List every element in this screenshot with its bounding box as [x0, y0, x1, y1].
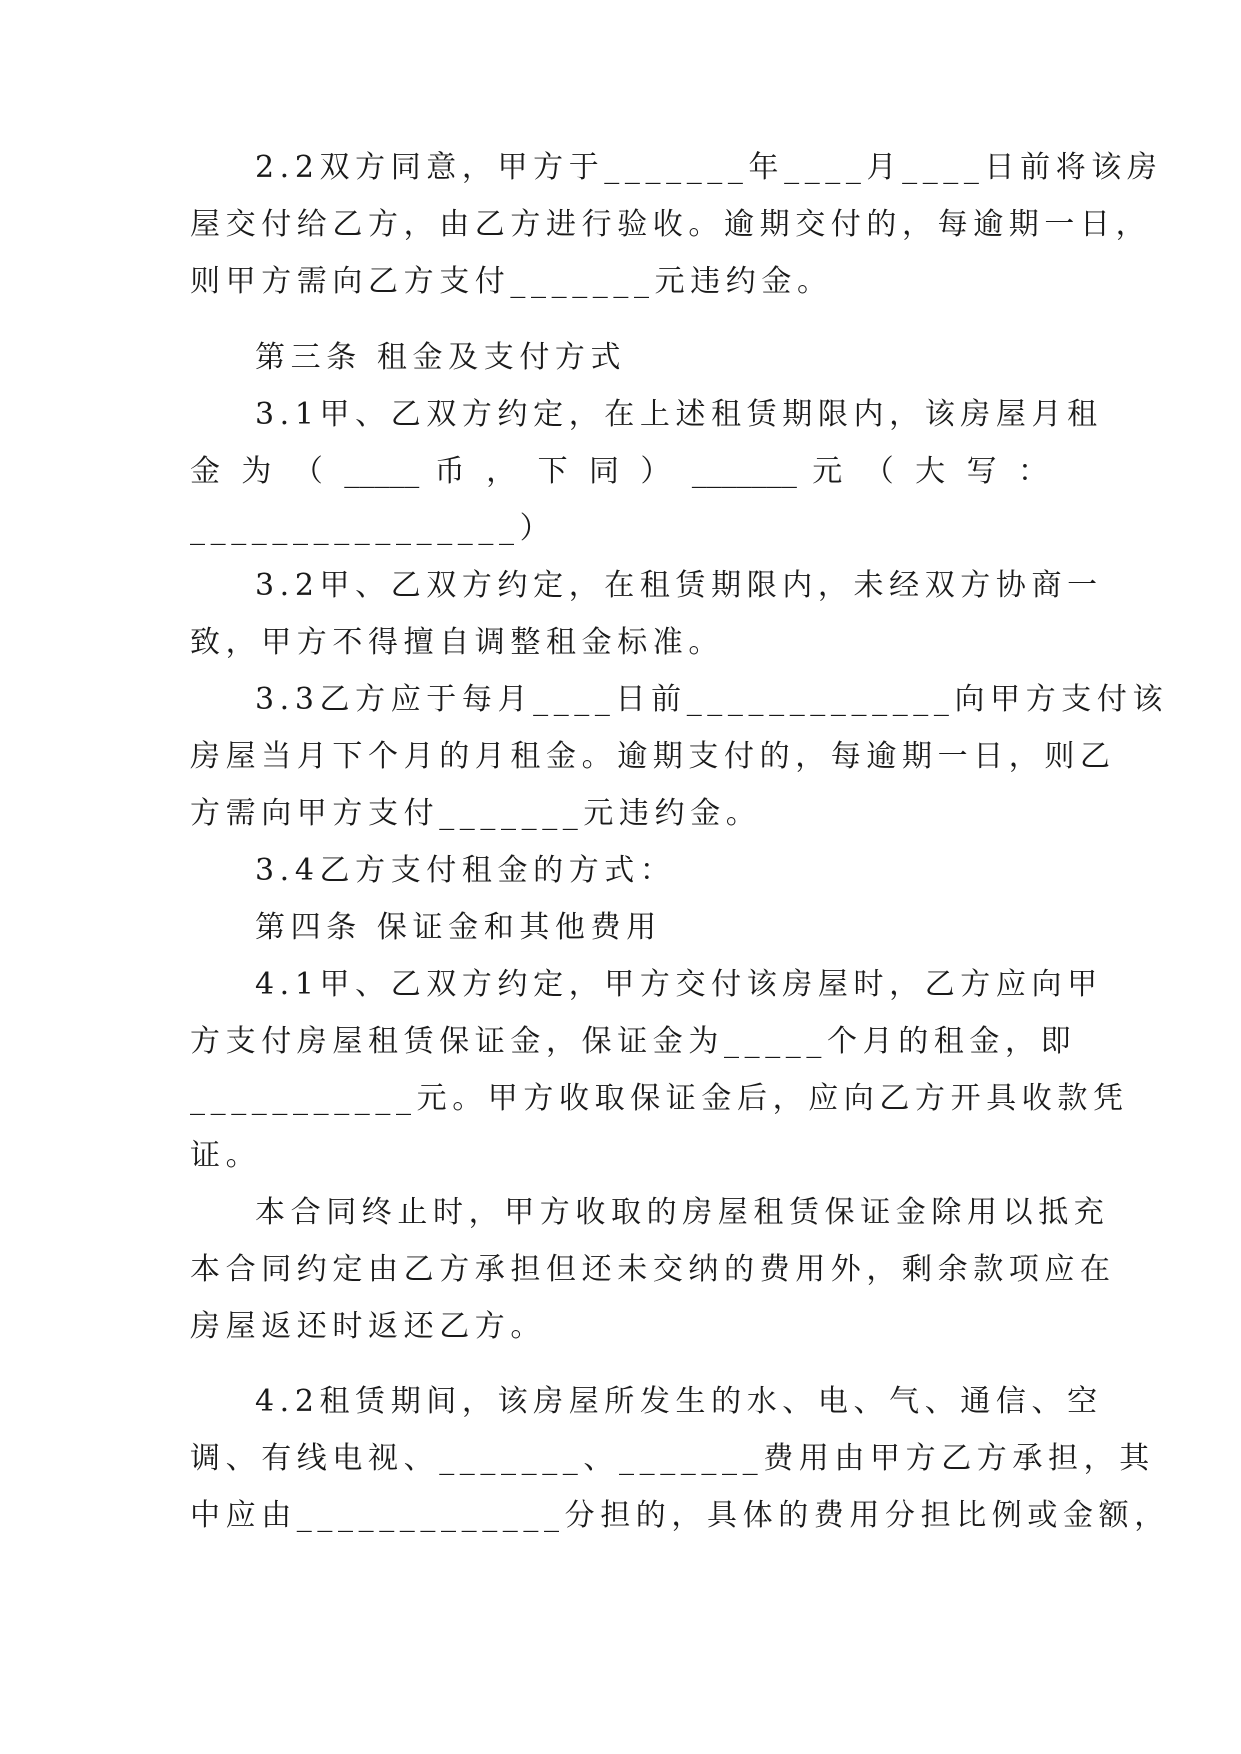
text-line: 4.2租赁期间，该房屋所发生的水、电、气、通信、空: [255, 1384, 1103, 1419]
text-line: 金 为 （ _____ 币 ， 下 同 ） _______ 元 （ 大 写 ：: [190, 454, 1048, 489]
text-line: 方需向甲方支付_______元违约金。: [190, 796, 762, 831]
text-line: 方支付房屋租赁保证金，保证金为_____个月的租金，即: [190, 1024, 1077, 1059]
text-line: 证。: [190, 1138, 262, 1173]
text-line: 则甲方需向乙方支付_______元违约金。: [190, 264, 833, 299]
text-line: 3.3乙方应于每月____日前_____________向甲方支付该: [255, 682, 1169, 717]
text-line: 3.4乙方支付租金的方式：: [255, 853, 676, 888]
text-line: 屋交付给乙方，由乙方进行验收。逾期交付的，每逾期一日，: [190, 207, 1152, 242]
text-line: ________________）: [190, 511, 556, 546]
text-line: 致，甲方不得擅自调整租金标准。: [190, 625, 724, 660]
text-line: 本合同约定由乙方承担但还未交纳的费用外，剩余款项应在: [190, 1252, 1116, 1287]
text-line: 本合同终止时，甲方收取的房屋租赁保证金除用以抵充: [255, 1195, 1110, 1230]
section-heading: 第四条 保证金和其他费用: [255, 910, 662, 945]
text-line: 中应由_____________分担的，具体的费用分担比例或金额，: [190, 1498, 1170, 1533]
text-line: ___________元。甲方收取保证金后，应向乙方开具收款凭: [190, 1081, 1129, 1116]
text-line: 房屋返还时返还乙方。: [190, 1309, 546, 1344]
text-line: 调、有线电视、_______、_______费用由甲方乙方承担，其: [190, 1441, 1155, 1476]
text-line: 3.2甲、乙双方约定，在租赁期限内，未经双方协商一: [255, 568, 1103, 603]
text-line: 房屋当月下个月的月租金。逾期支付的，每逾期一日，则乙: [190, 739, 1116, 774]
text-line: 3.1甲、乙双方约定，在上述租赁期限内，该房屋月租: [255, 397, 1103, 432]
text-line: 4.1甲、乙双方约定，甲方交付该房屋时，乙方应向甲: [255, 967, 1103, 1002]
text-line: 2.2双方同意，甲方于_______年____月____日前将该房: [255, 150, 1163, 185]
section-heading: 第三条 租金及支付方式: [255, 340, 627, 375]
